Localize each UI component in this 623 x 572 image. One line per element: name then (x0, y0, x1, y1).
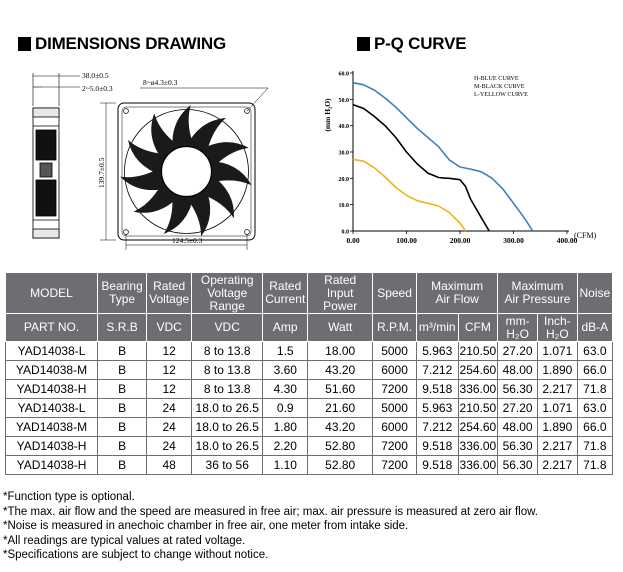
table-cell: 63.0 (577, 342, 612, 361)
table-cell: 66.0 (577, 418, 612, 437)
square-bullet-icon (18, 37, 31, 51)
table-cell: 66.0 (577, 361, 612, 380)
pq-xlabel: (CFM) (574, 231, 597, 240)
table-cell: 71.8 (577, 437, 612, 456)
holes-dim-label: 8~ø4.3±0.3 (143, 78, 178, 87)
fan-side-view (33, 108, 59, 238)
table-row (6, 456, 613, 475)
table-cell: 254.60 (458, 418, 498, 437)
table-cell: 210.50 (458, 342, 498, 361)
pq-y-tick-label: 10.0 (338, 203, 349, 210)
table-cell: 8 to 13.8 (192, 361, 263, 380)
dimensions-title-text: DIMENSIONS DRAWING (35, 34, 226, 53)
pq-curve-chart (320, 60, 620, 255)
unit-watt: Watt (308, 314, 373, 342)
header-power: Rated Input Power (308, 273, 373, 314)
table-cell: B (98, 418, 147, 437)
table-cell: YAD14038-H (6, 456, 98, 475)
table-cell: 51.60 (308, 380, 373, 399)
table-cell: 36 to 56 (192, 456, 263, 475)
table-cell: YAD14038-L (6, 342, 98, 361)
table-cell: 336.00 (458, 456, 498, 475)
pq-y-tick-label: 0.0 (341, 229, 349, 236)
unit-vdc: VDC (147, 314, 192, 342)
table-header-row (6, 273, 613, 314)
spec-table (5, 272, 613, 475)
table-cell: 1.890 (537, 418, 577, 437)
unit-inchh2o: Inch- H₂O (537, 314, 577, 342)
table-cell: 43.20 (308, 418, 373, 437)
footnote: *All readings are typical values at rated voltage. (3, 534, 246, 547)
table-cell: YAD14038-H (6, 437, 98, 456)
table-cell: 5.963 (417, 342, 458, 361)
table-cell: YAD14038-H (6, 380, 98, 399)
table-cell: 12 (147, 342, 192, 361)
pq-x-tick-label: 300.00 (503, 236, 524, 245)
table-cell: 52.80 (308, 456, 373, 475)
table-cell: 56.30 (498, 456, 538, 475)
table-cell: 9.518 (417, 437, 458, 456)
table-cell: 71.8 (577, 456, 612, 475)
table-cell: 27.20 (498, 342, 538, 361)
table-cell: 7200 (373, 456, 417, 475)
header-model: MODEL (6, 273, 98, 314)
table-cell: 5.963 (417, 399, 458, 418)
header-voltage: Rated Voltage (147, 273, 192, 314)
table-cell: 2.217 (537, 456, 577, 475)
table-cell: 27.20 (498, 399, 538, 418)
table-cell: 254.60 (458, 361, 498, 380)
table-cell: 210.50 (458, 399, 498, 418)
table-cell: 56.30 (498, 437, 538, 456)
table-cell: 52.80 (308, 437, 373, 456)
pq-x-tick-label: 0.00 (346, 236, 360, 245)
table-cell: 71.8 (577, 380, 612, 399)
pq-y-tick-label: 20.0 (338, 176, 349, 183)
table-cell: 43.20 (308, 361, 373, 380)
table-cell: 6000 (373, 418, 417, 437)
footnote: *Noise is measured in anechoic chamber in free air, one meter from intake side. (3, 520, 409, 533)
table-cell: B (98, 380, 147, 399)
table-cell: 7.212 (417, 361, 458, 380)
table-cell: 9.518 (417, 380, 458, 399)
table-cell: 2.217 (537, 380, 577, 399)
side-dim-label: 139.7±0.5 (97, 157, 106, 188)
table-cell: 24 (147, 437, 192, 456)
unit-rpm: R.P.M. (373, 314, 417, 342)
fan-front-view (118, 103, 255, 240)
table-cell: YAD14038-M (6, 361, 98, 380)
table-row (6, 399, 613, 418)
table-cell: 56.30 (498, 380, 538, 399)
square-bullet-icon (357, 37, 370, 51)
table-cell: 1.10 (263, 456, 308, 475)
table-row (6, 437, 613, 456)
pq-legend-entry: L-YELLOW CURVE (474, 91, 528, 98)
unit-mmh2o: mm- H₂O (498, 314, 538, 342)
table-cell: 24 (147, 418, 192, 437)
table-cell: 63.0 (577, 399, 612, 418)
header-bearing: Bearing Type (98, 273, 147, 314)
pq-y-tick-label: 60.0 (338, 71, 349, 78)
header-airflow: Maximum Air Flow (417, 273, 498, 314)
table-cell: 18.0 to 26.5 (192, 399, 263, 418)
table-cell: B (98, 437, 147, 456)
footnote: *The max. air flow and the speed are measured in free air; max. air pressure is measured at zero air flow. (3, 505, 538, 518)
header-operating: Operating Voltage Range (192, 273, 263, 314)
header-current: Rated Current (263, 273, 308, 314)
table-cell: 2.217 (537, 437, 577, 456)
table-cell: 48.00 (498, 361, 538, 380)
table-cell: 5000 (373, 342, 417, 361)
table-cell: 18.00 (308, 342, 373, 361)
pq-curve-title-text: P-Q CURVE (374, 34, 467, 53)
table-row (6, 342, 613, 361)
table-cell: 336.00 (458, 437, 498, 456)
pq-x-tick-label: 100.00 (396, 236, 417, 245)
unit-amp: Amp (263, 314, 308, 342)
pq-axes (339, 71, 578, 245)
footnote: *Specifications are subject to change without notice. (3, 549, 269, 562)
table-unit-row (6, 314, 613, 342)
pq-series-group (353, 83, 533, 231)
table-cell: 18.0 to 26.5 (192, 418, 263, 437)
table-cell: 336.00 (458, 380, 498, 399)
table-cell: 48 (147, 456, 192, 475)
table-cell: B (98, 456, 147, 475)
footnotes (3, 490, 538, 563)
table-cell: 5000 (373, 399, 417, 418)
table-cell: YAD14038-L (6, 399, 98, 418)
header-noise: Noise (577, 273, 612, 314)
unit-dba: dB-A (577, 314, 612, 342)
table-cell: 1.071 (537, 342, 577, 361)
table-cell: 48.00 (498, 418, 538, 437)
dimensions-drawing (0, 60, 320, 255)
table-cell: 18.0 to 26.5 (192, 437, 263, 456)
table-row (6, 380, 613, 399)
table-cell: 24 (147, 399, 192, 418)
header-speed: Speed (373, 273, 417, 314)
unit-m3min: m³/min (417, 314, 458, 342)
table-cell: B (98, 342, 147, 361)
table-cell: 8 to 13.8 (192, 380, 263, 399)
pq-legend (474, 75, 528, 98)
flange-dim-label: 2~5.0±0.3 (82, 84, 113, 93)
table-cell: 7.212 (417, 418, 458, 437)
unit-srb: S.R.B (98, 314, 147, 342)
table-cell: 7200 (373, 437, 417, 456)
pq-y-tick-label: 30.0 (338, 150, 349, 157)
hole-spacing-dim-label: 124.5±0.3 (172, 236, 203, 245)
header-pressure: Maximum Air Pressure (498, 273, 577, 314)
table-cell: 1.071 (537, 399, 577, 418)
unit-vdc-range: VDC (192, 314, 263, 342)
table-cell: YAD14038-M (6, 418, 98, 437)
pq-legend-entry: M-BLACK CURVE (474, 83, 525, 90)
table-cell: 6000 (373, 361, 417, 380)
pq-y-tick-label: 50.0 (338, 97, 349, 104)
pq-curve-title (357, 34, 466, 54)
pq-y-tick-label: 40.0 (338, 124, 349, 131)
table-cell: 0.9 (263, 399, 308, 418)
table-cell: 12 (147, 380, 192, 399)
table-cell: 9.518 (417, 456, 458, 475)
pq-ylabel: (mm H₂O) (323, 98, 332, 132)
pq-legend-entry: H-BLUE CURVE (474, 75, 519, 82)
table-cell: B (98, 361, 147, 380)
table-cell: 8 to 13.8 (192, 342, 263, 361)
table-cell: 4.30 (263, 380, 308, 399)
table-cell: 1.80 (263, 418, 308, 437)
table-cell: 3.60 (263, 361, 308, 380)
dimensions-title (18, 34, 226, 54)
pq-series-line-low (353, 159, 466, 231)
table-cell: 2.20 (263, 437, 308, 456)
footnote: *Function type is optional. (3, 491, 135, 503)
table-cell: 21.60 (308, 399, 373, 418)
table-row (6, 361, 613, 380)
depth-dim-label: 38.0±0.5 (82, 71, 109, 80)
pq-x-tick-label: 200.00 (449, 236, 471, 245)
table-cell: 1.890 (537, 361, 577, 380)
table-cell: 1.5 (263, 342, 308, 361)
table-cell: 7200 (373, 380, 417, 399)
table-row (6, 418, 613, 437)
unit-part: PART NO. (6, 314, 98, 342)
pq-x-tick-label: 400.00 (556, 236, 578, 245)
unit-cfm: CFM (458, 314, 498, 342)
table-cell: 12 (147, 361, 192, 380)
table-cell: B (98, 399, 147, 418)
